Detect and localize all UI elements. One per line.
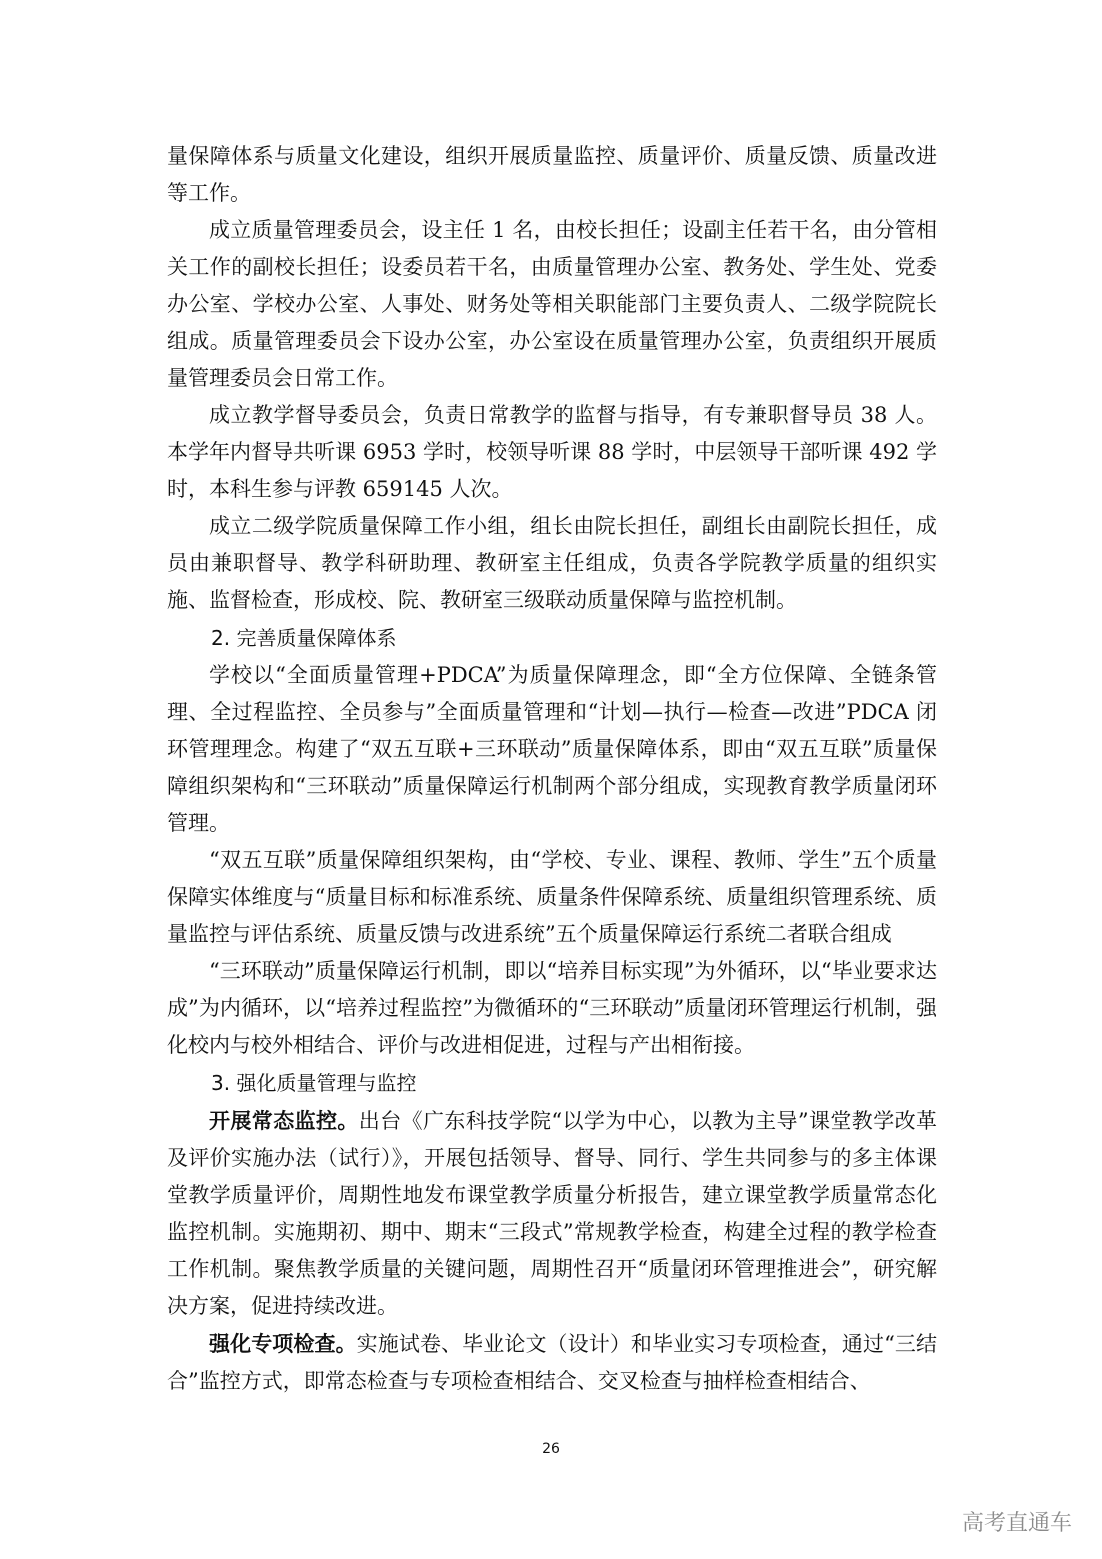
page-body <box>167 138 937 1400</box>
paragraph-4: 成立二级学院质量保障工作小组，组长由院长担任，副组长由副院长担任，成员由兼职督导、教学科研助理、教研室主任组成，负责各学院教学质量的组织实施、监督检查，形成校、院、教研室三级联动质量保障与监控机制。 <box>167 514 937 612</box>
paragraph-8 <box>167 1102 937 1325</box>
paragraph-5: 学校以“全面质量管理+PDCA”为质量保障理念，即“全方位保障、全链条管理、全过程监控、全员参与”全面质量管理和“计划—执行—检查—改进”PDCA 闭环管理理念。构建了“双五互联+三环联动”质量保障体系，即由“双五互联”质量保障组织架构和“三环联动”质量保障运行机制两个部分组成，实现教育教学质量闭环管理。 <box>167 663 937 835</box>
paragraph-9-lead: 强化专项检查。 <box>209 1331 357 1356</box>
paragraph-2: 成立质量管理委员会，设主任 1 名，由校长担任；设副主任若干名，由分管相关工作的副校长担任；设委员若干名，由质量管理办公室、教务处、学生处、党委办公室、学校办公室、人事处、财务处等相关职能部门主要负责人、二级学院院长组成。质量管理委员会下设办公室，办公室设在质量管理办公室，负责组织开展质量管理委员会日常工作。 <box>167 218 937 390</box>
paragraph-6: “双五互联”质量保障组织架构，由“学校、专业、课程、教师、学生”五个质量保障实体维度与“质量目标和标准系统、质量条件保障系统、质量组织管理系统、质量监控与评估系统、质量反馈与改进系统”五个质量保障运行系统二者联合组成 <box>167 848 937 946</box>
watermark: 高考直通车 <box>961 1511 1072 1536</box>
section-heading-2: 2. 完善质量保障体系 <box>211 626 397 650</box>
paragraph-8-lead: 开展常态监控。 <box>209 1108 359 1133</box>
section-heading-3: 3. 强化质量管理与监控 <box>211 1071 417 1095</box>
paragraph-1: 量保障体系与质量文化建设，组织开展质量监控、质量评价、质量反馈、质量改进等工作。 <box>167 144 937 205</box>
paragraph-9-text: 实施试卷、毕业论文（设计）和毕业实习专项检查，通过“三结合”监控方式，即常态检查与专项检查相结合、交叉检查与抽样检查相结合、 <box>167 1332 937 1393</box>
paragraph-7: “三环联动”质量保障运行机制，即以“培养目标实现”为外循环，以“毕业要求达成”为内循环，以“培养过程监控”为微循环的“三环联动”质量闭环管理运行机制，强化校内与校外相结合、评价与改进相促进，过程与产出相衔接。 <box>167 959 937 1057</box>
paragraph-8-text: 出台《广东科技学院“以学为中心，以教为主导”课堂教学改革及评价实施办法（试行）》，开展包括领导、督导、同行、学生共同参与的多主体课堂教学质量评价，周期性地发布课堂教学质量分析报告，建立课堂教学质量常态化监控机制。实施期初、期中、期末“三段式”常规教学检查，构建全过程的教学检查工作机制。聚焦教学质量的关键问题，周期性召开“质量闭环管理推进会”，研究解决方案，促进持续改进。 <box>167 1109 937 1318</box>
paragraph-3: 成立教学督导委员会，负责日常教学的监督与指导，有专兼职督导员 38 人。本学年内督导共听课 6953 学时，校领导听课 88 学时，中层领导干部听课 492 学时，本科生参与评教 659145 人次。 <box>167 403 937 501</box>
paragraph-9 <box>167 1325 937 1400</box>
page-number: 26 <box>542 1441 560 1457</box>
